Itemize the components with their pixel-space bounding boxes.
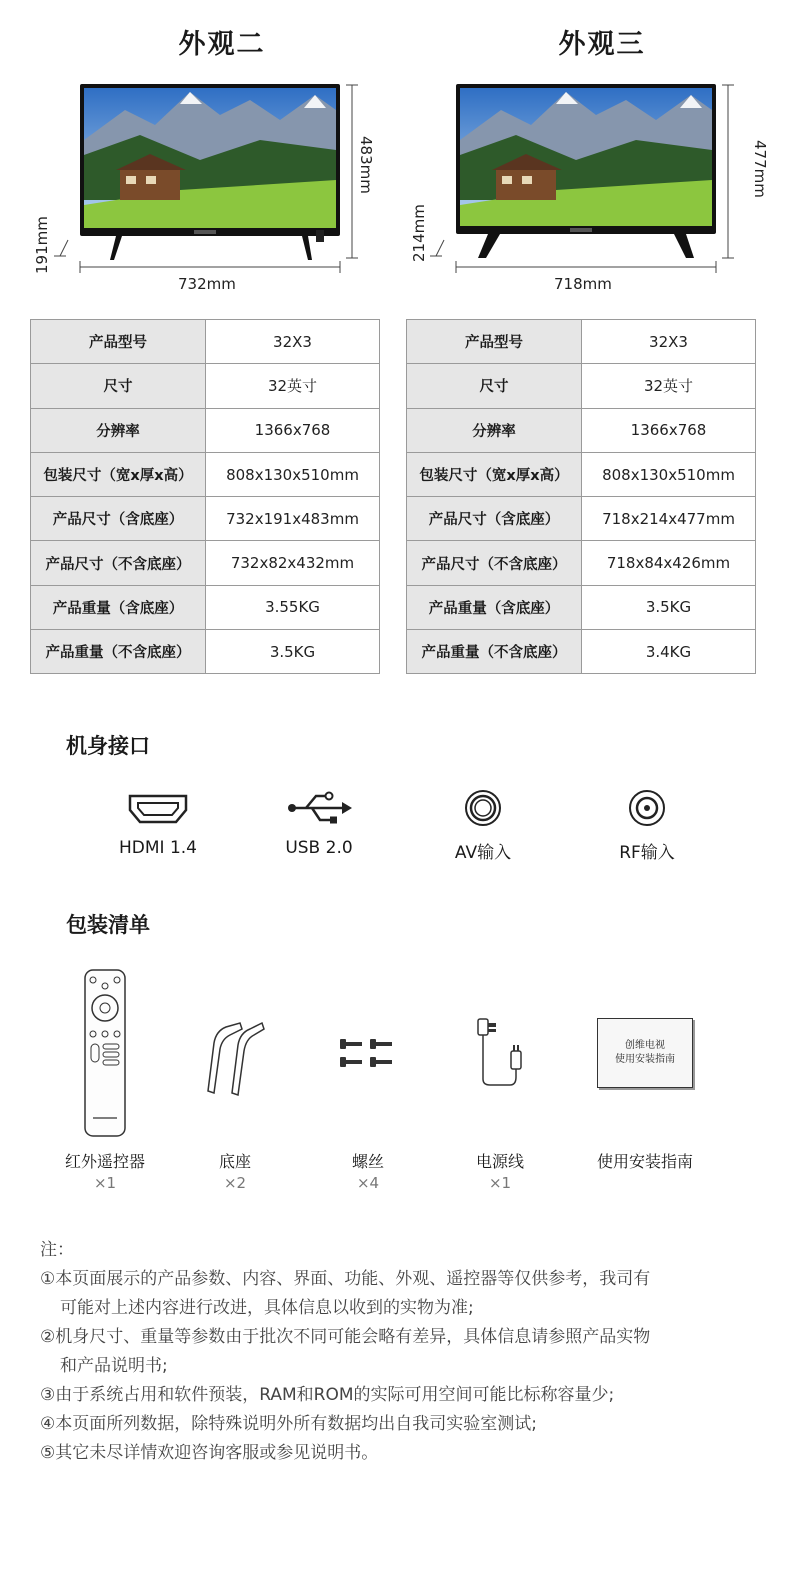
spec-key: 尺寸: [31, 364, 206, 408]
port-av: [418, 788, 548, 863]
note-line: ④本页面所列数据，除特殊说明外所有数据均出自我司实验室测试;: [40, 1414, 537, 1434]
table-row: [407, 630, 756, 674]
spec-key: 产品重量（含底座）: [31, 585, 206, 629]
spec-value: 3.5KG: [206, 630, 380, 674]
package-item-screws: [298, 960, 438, 1192]
notes-heading: 注：: [40, 1240, 74, 1260]
remote-control-icon: [83, 968, 127, 1138]
spec-key: 产品型号: [31, 320, 206, 364]
table-row: [31, 541, 380, 585]
model-3-title: 外观三: [558, 29, 646, 60]
spec-value: 32英寸: [582, 364, 756, 408]
power-cord-icon: [470, 1013, 530, 1093]
port-rf: [582, 788, 712, 863]
rf-port-icon: [625, 788, 669, 828]
spec-key: 产品尺寸（不含底座）: [31, 541, 206, 585]
package-item-name: 电源线: [475, 1152, 524, 1171]
table-row: [407, 408, 756, 452]
port-hdmi: [93, 788, 223, 858]
spec-key: 产品重量（不含底座）: [407, 630, 582, 674]
spec-key: 包装尺寸（宽x厚x高）: [31, 452, 206, 496]
manual-icon: [597, 1018, 693, 1088]
stand-legs-icon: [200, 1003, 270, 1103]
table-row: [31, 630, 380, 674]
spec-value: 808x130x510mm: [582, 452, 756, 496]
tv-illustration-model-3: [406, 80, 756, 290]
package-item-qty: ×1: [488, 1174, 512, 1192]
table-row: [407, 541, 756, 585]
note-line: ⑤其它未尽详情欢迎咨询客服或参见说明书。: [40, 1443, 379, 1463]
port-label: USB 2.0: [285, 838, 353, 858]
port-label: RF输入: [619, 843, 675, 863]
spec-value: 1366x768: [582, 408, 756, 452]
interfaces-title: 机身接口: [66, 734, 150, 758]
table-row: [407, 497, 756, 541]
spec-value: 3.4KG: [582, 630, 756, 674]
package-item-name: 螺丝: [351, 1152, 384, 1171]
spec-key: 尺寸: [407, 364, 582, 408]
package-item-stand: [165, 960, 305, 1192]
spec-value: 1366x768: [206, 408, 380, 452]
spec-value: 718x84x426mm: [582, 541, 756, 585]
table-row: [31, 408, 380, 452]
hdmi-icon: [126, 788, 190, 828]
package-item-qty: ×4: [356, 1174, 380, 1192]
spec-key: 分辨率: [31, 408, 206, 452]
model-2-title: 外观二: [178, 29, 266, 60]
model-2-depth-label: 191mm: [33, 216, 51, 274]
table-row: [31, 497, 380, 541]
table-row: [407, 364, 756, 408]
tv-illustration-model-2: [30, 80, 380, 290]
notes-section: [40, 1236, 760, 1468]
spec-value: 32英寸: [206, 364, 380, 408]
av-port-icon: [461, 788, 505, 828]
package-item-name: 底座: [218, 1152, 251, 1171]
package-item-name: 使用安装指南: [596, 1152, 693, 1171]
package-item-qty: ×2: [223, 1174, 247, 1192]
note-line: ③由于系统占用和软件预装，RAM和ROM的实际可用空间可能比标称容量少;: [40, 1385, 615, 1405]
spec-key: 产品型号: [407, 320, 582, 364]
package-item-remote: [35, 960, 175, 1192]
table-row: [31, 364, 380, 408]
table-row: [31, 452, 380, 496]
table-row: [407, 585, 756, 629]
model-2-height-label: 483mm: [357, 136, 375, 194]
package-item-name: 红外遥控器: [64, 1152, 145, 1171]
spec-key: 包装尺寸（宽x厚x高）: [407, 452, 582, 496]
spec-key: 产品重量（含底座）: [407, 585, 582, 629]
manual-cover-line1: 创维电视: [625, 1039, 665, 1051]
model-2-width-label: 732mm: [178, 275, 236, 293]
spec-value: 732x191x483mm: [206, 497, 380, 541]
model-3-depth-label: 214mm: [410, 204, 428, 262]
spec-value: 808x130x510mm: [206, 452, 380, 496]
table-row: [31, 585, 380, 629]
model-3-width-label: 718mm: [554, 275, 612, 293]
spec-value: 3.5KG: [582, 585, 756, 629]
spec-value: 3.55KG: [206, 585, 380, 629]
spec-table-model-3: [406, 319, 756, 674]
spec-value: 32X3: [206, 320, 380, 364]
table-row: [407, 452, 756, 496]
manual-cover-line2: 使用安装指南: [615, 1053, 675, 1065]
port-label: AV输入: [454, 843, 512, 863]
usb-icon: [284, 788, 354, 828]
screws-icon: [338, 1035, 398, 1071]
note-line: ①本页面展示的产品参数、内容、界面、功能、外观、遥控器等仅供参考，我司有: [40, 1269, 651, 1289]
port-usb: [254, 788, 384, 858]
spec-value: 718x214x477mm: [582, 497, 756, 541]
spec-key: 分辨率: [407, 408, 582, 452]
spec-key: 产品重量（不含底座）: [31, 630, 206, 674]
note-line: 和产品说明书;: [60, 1356, 168, 1376]
table-row: [31, 320, 380, 364]
port-label: HDMI 1.4: [119, 838, 197, 858]
spec-value: 732x82x432mm: [206, 541, 380, 585]
note-line: ②机身尺寸、重量等参数由于批次不同可能会略有差异，具体信息请参照产品实物: [40, 1327, 651, 1347]
package-item-power-cord: [430, 960, 570, 1192]
spec-key: 产品尺寸（含底座）: [31, 497, 206, 541]
spec-key: 产品尺寸（不含底座）: [407, 541, 582, 585]
table-row: [407, 320, 756, 364]
package-item-qty: ×1: [93, 1174, 117, 1192]
model-3-height-label: 477mm: [751, 140, 769, 198]
spec-table-model-2: [30, 319, 380, 674]
spec-value: 32X3: [582, 320, 756, 364]
package-title: 包装清单: [66, 913, 150, 937]
package-item-manual: [575, 960, 715, 1172]
spec-key: 产品尺寸（含底座）: [407, 497, 582, 541]
note-line: 可能对上述内容进行改进，具体信息以收到的实物为准;: [60, 1298, 474, 1318]
